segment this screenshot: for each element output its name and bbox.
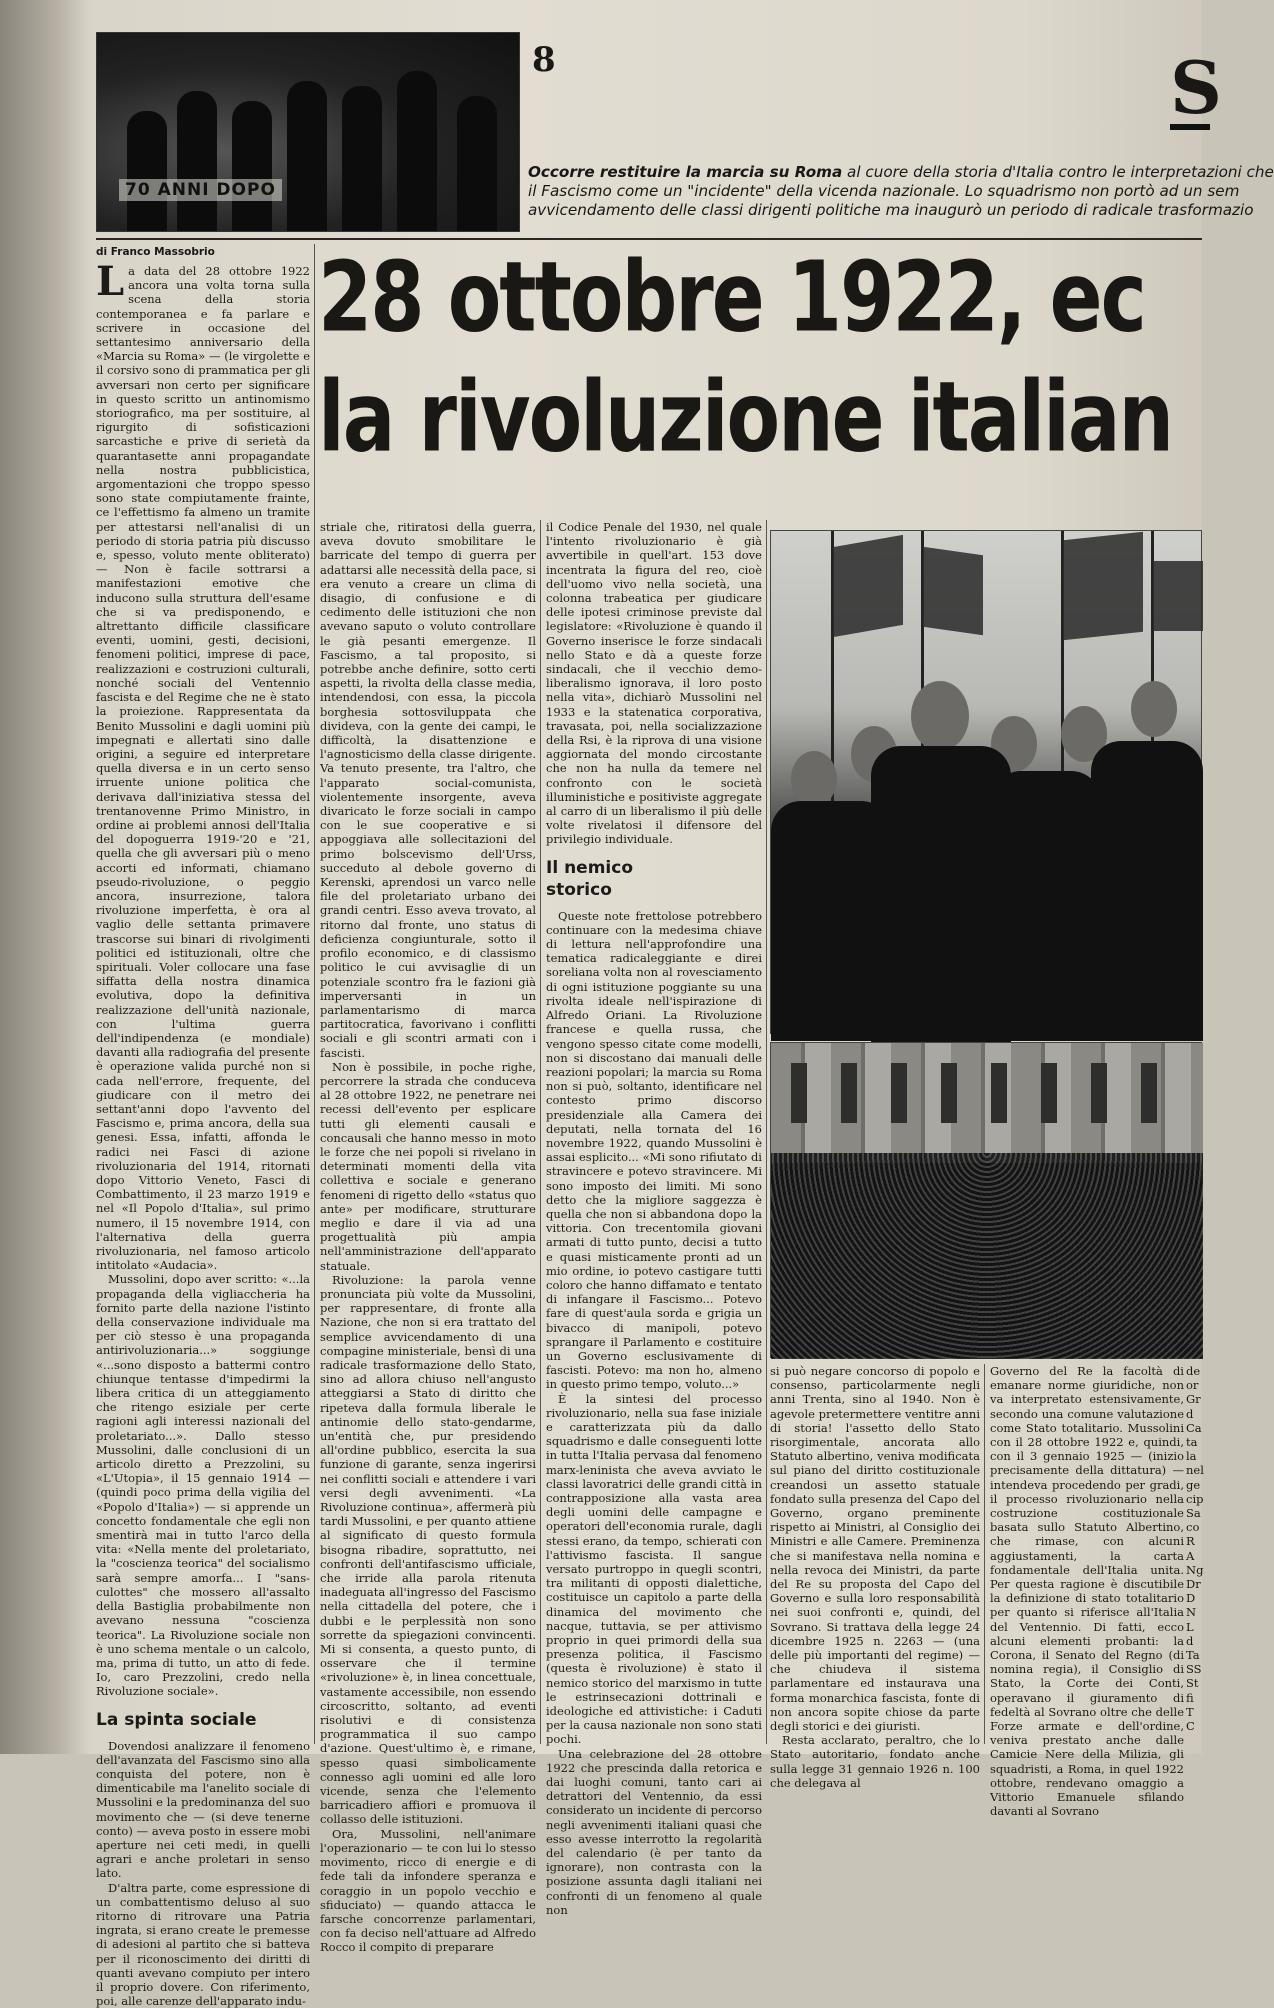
col2-paragraph: Non è possibile, in poche righe, percorrere la strada che conduceva al 28 ottobre 1922, ne penetrare nei recessi dell'evento per esplicare tutti gli elementi causali e concausali che hanno messo in moto le forze che nei popoli si rivelano in determinati momenti della vita collettiva e sociale e generano fenomeni di rigetto dello «status quo ante» per modificare, strutturare meglio e dare il via ad una progettualità più ampia nell'amministrazione dell'apparato statuale. — [320, 1059, 536, 1273]
article-column-1 — [96, 258, 310, 2008]
article-column-6-cutoff — [1186, 1364, 1202, 1744]
cutoff-line: Sa — [1186, 1506, 1201, 1521]
cutoff-line: d — [1186, 1406, 1194, 1421]
col3-paragraph: Una celebrazione del 28 ottobre 1922 che prescinda dalla retorica e dai luoghi comuni, tanto cari ai detrattori del Ventennio, da essi considerato un incidente di percorso negli avvenimenti italiani quasi che esso avesse interrotto la regolarità del calendario (è per tanto da ignorare), non contrasta con la posizione assunta dagli italiani nei confronti di un fenomeno al quale non — [546, 1746, 762, 1917]
cutoff-line: L — [1186, 1619, 1194, 1634]
cutoff-line: nel — [1186, 1463, 1204, 1478]
subhead-la-spinta-sociale: La spinta sociale — [96, 1709, 257, 1730]
cutoff-line: la — [1186, 1449, 1197, 1464]
cutoff-line: or — [1186, 1378, 1199, 1393]
cutoff-line: R — [1186, 1534, 1195, 1549]
binding-shadow — [0, 0, 90, 1754]
byline: di Franco Massobrio — [96, 246, 215, 258]
cutoff-line: ta — [1186, 1435, 1198, 1450]
cutoff-line: Ca — [1186, 1420, 1202, 1435]
col2-paragraph: Rivoluzione: la parola venne pronunciata più volte da Mussolini, per rappresentare, di fronte alla Nazione, che non si era trattato del semplice avvicendamento di una compagine ministeriale, bensì di una radicale trasformazione dello Stato, sino ad allora chiuso nell'angusto atteggiarsi a Stato di diritto che ripeteva dalla formula liberale le antinomie dello stato-gendarme, un'entità che, pur presidendo all'ordine pubblico, esercita la sua funzione di garante, senza ingerirsi nei conflitti sociali e attendere i vari versi degli avvenimenti. «La Rivoluzione continua», affermerà più tardi Mussolini, e per quanto attiene al significato di questo formula bisogna ribadire, soprattutto, nei confronti dell'antifascismo ufficiale, che irride alla parola ritenuta inadeguata all'ingresso del Fascismo nella cittadella del potere, che i dubbi e le perplessità non sono sorrette da spiegazioni convincenti. Mi si consenta, a questo punto, di osservare che il termine «rivoluzione» è, in linea concettuale, vastamente accessibile, non essendo circoscritto, soltanto, ad eventi risolutivi e di consistenza programmatica il suo campo d'azione. Quest'ultimo è, e rimane, spesso quasi simbolicamente connesso agli uomini ed alle loro vicende, senza che l'elemento barricadiero affiori e promuova il collasso delle istituzioni. — [320, 1272, 536, 1827]
cutoff-line: A — [1186, 1548, 1195, 1563]
col2-paragraph: Ora, Mussolini, nell'animare l'operazionario — te con lui lo stesso movimento, ricco di energie e di fede tali da infondere speranza e coraggio in un popolo vecchio e sfiduciato) — quando attacca le farsche concorrenze parlamentari, con fa deciso nell'attuare ad Alfredo Rocco il compito di preparare — [320, 1826, 536, 1955]
subhead-line: storico — [546, 879, 612, 900]
col1-paragraph: a data del 28 ottobre 1922 ancora una volta torna sulla scena della storia contemporanea e fa parlare e scrivere in occasione del settantesimo anniversario della «Marcia su Roma» — (le virgolette e il corsivo sono di prammatica per gli avversari non certo per significare in questo scritto un antinomismo storiografico, ma per sostituire, al rigurgito di sofisticazioni sarcastiche e prive di serietà da quarantasette anni propagandate nella nostra pubblicistica, argomentazioni che troppo spesso sono state compiutamente frainte, ce l'effettismo fa almeno un tramite per attestarsi nell'analisi di un periodo di storia patria più discusso e, spesso, voluto mente obliterato) — Non è facile sottrarsi a manifestazioni emotive che inducono sulla struttura dell'esame che si va predisponendo, e altrettanto difficile classificare eventi, uomini, gesti, decisioni, fenomeni politici, imprese di pace, realizzazioni e costruzioni culturali, nonché sociali del Ventennio fascista e del Regime che ne è stato la proiezione. Rappresentata da Benito Mussolini e dagli uomini più impegnati e allertati sino dalle origini, a seguire ed interpretare quella diversa e in un certo senso irruente unione politica che derivava dall'iniziativa stessa del trentanovenne Primo Ministro, in ordine ai problemi annosi dell'Italia del dopoguerra 1919-'20 e '21, quella che gli avversari più o meno accorti ed informati, chiamano pseudo-rivoluzione, o peggio ancora, insurrezione, talora rivoluzione imperfetta, è ora al vaglio delle settanta primavere trascorse sui binari di rivolgimenti politici ed istituzionali, oltre che spirituali. Voler collocare una fase siffatta della nostra dinamica evolutiva, dopo la definitiva realizzazione dell'unità nazionale, con l'ultima guerra dell'indipendenza (e mondiale) davanti alla radiografia del presente è operazione valida purché non si cada nell'errore, frequente, del giudicare con il metro dei settant'anni dopo l'avvento del Fascismo e, prima ancora, della sua genesi. Essa, infatti, affonda le radici nei Fasci di azione rivoluzionaria del 1914, ritornati dopo Vittorio Veneto, Fasci di Combattimento, il 23 marzo 1919 e nel «Il Popolo d'Italia», sul primo numero, il 15 novembre 1914, con l'alternativa della guerra rivoluzionaria, nel famoso articolo intitolato «Audacia». — [96, 264, 310, 1273]
cutoff-line: ge — [1186, 1477, 1201, 1492]
col1-paragraph: Dovendosi analizzare il fenomeno dell'avanzata del Fascismo sino alla conquista del potere, non è dimenticabile ma l'anelito sociale di Mussolini e la predominanza del suo movimento che — (si deve tenerne conto) — aveva posto in essere mobi aperture nei ceti medi, in quelli agrari e anche proletari in senso lato. — [96, 1738, 310, 1881]
column-rule — [314, 244, 315, 1744]
headline-line1: 28 ottobre 1922, ec — [318, 241, 1145, 355]
masthead: S — [1170, 45, 1222, 130]
col3-paragraph: È la sintesi del processo rivoluzionario, nella sua fase iniziale e caratterizzata più da dallo squadrismo e dalle conseguenti lotte in tutta l'Italia pervasa dal fenomeno marx-leninista che aveva avviato le classi lavoratrici delle grandi città in contrapposizione alla vasta area degli uomini delle campagne e operatori dell'economia rurale, dagli stessi erano, da tempo, schierati con l'attivismo fascista. Il sangue versato purtroppo in quegli scontri, tra militanti di opposti dialettiche, costituisce un capitolo a parte della dinamica del movimento che nacque, tuttavia, se per attivismo proprio in quei primordi della sua presenza politica, il Fascismo (questa è rivoluzione) è stato il nemico storico del marxismo in tutte le estrinsecazioni dottrinali e ideologiche ed attivistiche: i Caduti per la causa nazionale non sono stati pochi. — [546, 1391, 762, 1747]
headline — [318, 238, 1202, 558]
column-rule — [984, 1364, 985, 1744]
cutoff-line: Gr — [1186, 1392, 1201, 1407]
col5-paragraph: Governo del Re la facoltà di emanare norme giuridiche, non va interpretato estensivamente, secondo una comune valutazione come Stato totalitario. Mussolini con il 28 ottobre 1922 e, quindi, con il 3 gennaio 1925 — (inizio precisamente della dittatura) — intendeva procedendo per gradi, il processo rivoluzionario nella costruzione costituzionale basata sullo Statuto Albertino, che rimase, con alcuni aggiustamenti, la carta fondamentale dell'Italia unita. Per questa ragione è discutibile la definizione di stato totalitario per quanto si riferisce all'Italia del Ventennio. Di fatti, ecco alcuni elementi probanti: la Corona, il Senato del Regno (di nomina regia), il Consiglio di Stato, la Corte dei Conti, operavano il giuramento di fedeltà al Sovrano oltre che delle Forze armate e dell'ordine, veniva prestato anche dalle Camicie Nere della Milizia, gli squadristi, a Roma, in quel 1922 ottobre, rendevano omaggio a Vittorio Emanuele sfilando davanti al Sovrano — [990, 1364, 1184, 1819]
page-number: 8 — [532, 40, 556, 80]
cutoff-line: St — [1186, 1676, 1199, 1691]
dropcap: L — [96, 258, 125, 305]
cutoff-line: fi — [1186, 1690, 1194, 1705]
cutoff-line: de — [1186, 1364, 1201, 1378]
col4-paragraph: si può negare concorso di popolo e consenso, particolarmente negli anni Trenta, sino al 1940. Non è agevole pretermettere ventitre anni di storia! l'assetto dello Stato risorgimentale, ancorata allo Statuto albertino, veniva modificata sul piano del diritto costituzionale creandosi un assetto statuale fondato sulla presenza del Capo del Governo, organo preminente rispetto ai Ministri, al Consiglio dei Ministri e alle Camere. Preminenza che si manifestava nella nomina e nella revoca dei Ministri, da parte del Re su proposta del Capo del Governo e sulla loro responsabilità nei suoi confronti e, quindi, del Sovrano. Si trattava della legge 24 dicembre 1925 n. 2263 — (una delle più importanti del regime) — che chiudeva il sistema parlamentare ed instaurava una forma monarchica fascista, fonte di non ancora sopite chiose da parte degli storici e dei giuristi. — [770, 1364, 980, 1734]
col3-paragraph: il Codice Penale del 1930, nel quale l'intento rivoluzionario è già avvertibile in quell'art. 153 dove incentrata la figura del reo, cioè dell'uomo vivo nella società, una colonna trabeatica per giudicare delle ipotesi criminose previste dal legislatore: «Rivoluzione è quando il Governo inserisce le forze sindacali nello Stato e dà a queste forze sindacali, che il vecchio demo-liberalismo ignorava, il loro posto nella vita», dichiarò Mussolini nel 1933 e la statenatica corporativa, travasata, poi, nella socializzazione della Rsi, è la riprova di una visione aggiornata del mondo circostante che non ha nulla da temere nel confronto con le società illuministiche e positiviste aggregate al carro di un liberalismo il più delle volte rivelatosi il difensore del privilegio individuale. — [546, 520, 762, 847]
subhead-line: Il nemico — [546, 857, 634, 878]
deck-bold: Occorre restituire la marcia su Roma — [528, 163, 843, 181]
col3-paragraph: Queste note frettolose potrebbero continuare con la medesima chiave di lettura nell'approfondire una tematica radicaleggiante e direi soreliana volta non al rovesciamento di ogni istituzione poggiante su una rivolta ideale nell'ispirazione di Alfredo Oriani. La Rivoluzione francese e quella russa, che vengono spesso citate come modelli, non si discostano dai manuali delle reazioni popolari; la marcia su Roma non si può, soltanto, identificare nel contesto primo discorso presidenziale alla Camera dei deputati, nella tornata del 16 novembre 1922, quando Mussolini è assai esplicito... «Mi sono rifiutato di stravincere e potevo stravincere. Mi sono imposto dei limiti. Mi sono detto che la migliore saggezza è quella che non si abbandona dopo la vittoria. Con trecentomila giovani armati di tutto punto, decisi a tutto e quasi misticamente pronti ad un mio ordine, io potevo castigare tutti coloro che hanno diffamato e tentato di infangare il Fascismo... Potevo fare di quest'aula sorda e grigia un bivacco di manipoli, potevo sprangare il Parlamento e costituire un Governo esclusivamente di fascisti. Potevo: ma non ho, almeno in questo primo tempo, voluto...» — [546, 908, 762, 1392]
cutoff-line: cip — [1186, 1491, 1204, 1506]
column-rule — [766, 520, 767, 1744]
headline-line2: la rivoluzione italian — [318, 361, 1173, 475]
col1-paragraph: Mussolini, dopo aver scritto: «...la propaganda della vigliaccheria ha fornito parte della nazione l'istinto della conservazione individuale ma per ciò stesso è una propaganda antirivoluzionaria...» soggiunge «...sono disposto a battermi contro chiunque tentasse d'impedirmi la libera critica di un atteggiamento che ritengo esiziale per certe ragioni agli interessi nazionali del proletariato...». Dallo stesso Mussolini, dalle conclusioni di un articolo diretto a Prezzolini, su «L'Utopia», il 15 gennaio 1914 — (quindi poco prima della vigilia del «Popolo d'Italia») — si apprende un concetto fondamentale che egli non smentirà mai in tutto l'arco della vita: «Nella mente del proletariato, la "coscienza teorica" del socialismo sarà sempre amorfa... I "sans-culottes" che mossero all'assalto della Bastiglia probabilmente non avevano nessuna "coscienza teorica". La Rivoluzione sociale non è uno schema mentale o un calcolo, ma, prima di tutto, un atto di fede. Io, caro Prezzolini, credo nella Rivoluzione sociale». — [96, 1272, 310, 1699]
cutoff-line: SS — [1186, 1662, 1202, 1677]
article-column-5 — [990, 1364, 1184, 1819]
top-photo-caption: 70 ANNI DOPO — [119, 179, 282, 201]
photo-mussolini-march — [770, 530, 1202, 1034]
photo-crowd-square — [770, 1042, 1202, 1358]
cutoff-line: N — [1186, 1605, 1197, 1620]
deck-line1: al cuore della storia d'Italia contro le interpretazioni che — [842, 163, 1274, 181]
col4-paragraph: Resta acclarato, peraltro, che lo Stato autoritario, fondato anche sulla legge 31 gennaio 1926 n. 100 che delegava al — [770, 1733, 980, 1790]
deck-line3: avvicendamento delle classi dirigenti politiche ma inaugurò un periodo di radicale trasformazio — [528, 201, 1254, 219]
article-column-4 — [770, 1364, 980, 1790]
col2-paragraph: striale che, ritiratosi della guerra, aveva dovuto smobilitare le barricate del tempo di guerra per adattarsi alle necessità della pace, si era venuto a creare un clima di disagio, di confusione e di cedimento delle istituzioni che non avevano saputo o voluto controllare le già pesanti emergenze. Il Fascismo, a tal proposito, si potrebbe anche definire, sotto certi aspetti, la rivolta della classe media, intendendosi, con essa, la piccola borghesia sottosviluppata che divideva, con la gente dei campi, le difficoltà, la disattenzione e l'agnosticismo della classe dirigente. Va tenuto presente, tra l'altro, che l'apparato social-comunista, violentemente insorgente, aveva divaricato le forze sociali in campo con le sue cooperative e si appoggiava alle sollecitazioni del primo bolscevismo dell'Urss, succeduto al debole governo di Kerenski, aprendosi un varco nelle file del proletariato urbano dei grandi centri. Esso aveva trovato, al ritorno dal fronte, uno status di deficienza congiunturale, sotto il profilo economico, e di classismo politico le cui avvisaglie di un potenziale scontro fra le fazioni già imperversanti in un parlamentarismo di marca partitocratica, favorivano i conflitti sociali e gli scontri armati con i fascisti. — [320, 520, 536, 1060]
deck-line2: il Fascismo come un "incidente" della vicenda nazionale. Lo squadrismo non portò ad un sem — [528, 182, 1240, 200]
cutoff-line: co — [1186, 1520, 1200, 1535]
col1-paragraph: D'altra parte, come espressione di un combattentismo deluso al suo ritorno di ritrovare una Patria ingrata, si erano create le premesse di adesioni al partito che si batteva per il riconoscimento dei diritti di quanti avevano compiuto per intero il proprio dovere. Con riferimento, poi, alle carenze dell'apparato indu- — [96, 1880, 310, 2008]
deck — [528, 163, 1274, 220]
top-photo — [96, 32, 520, 232]
cutoff-line: d — [1186, 1633, 1194, 1648]
cutoff-line: C — [1186, 1719, 1195, 1734]
cutoff-line: Ta — [1186, 1648, 1200, 1663]
cutoff-line: Dr — [1186, 1577, 1201, 1592]
article-column-3 — [546, 520, 762, 1917]
column-rule — [540, 520, 541, 1744]
article-column-2 — [320, 520, 536, 1955]
cutoff-line: Ng — [1186, 1562, 1204, 1577]
subhead-il-nemico-storico — [546, 857, 762, 901]
cutoff-line: T — [1186, 1704, 1194, 1719]
cutoff-line: D — [1186, 1591, 1196, 1606]
